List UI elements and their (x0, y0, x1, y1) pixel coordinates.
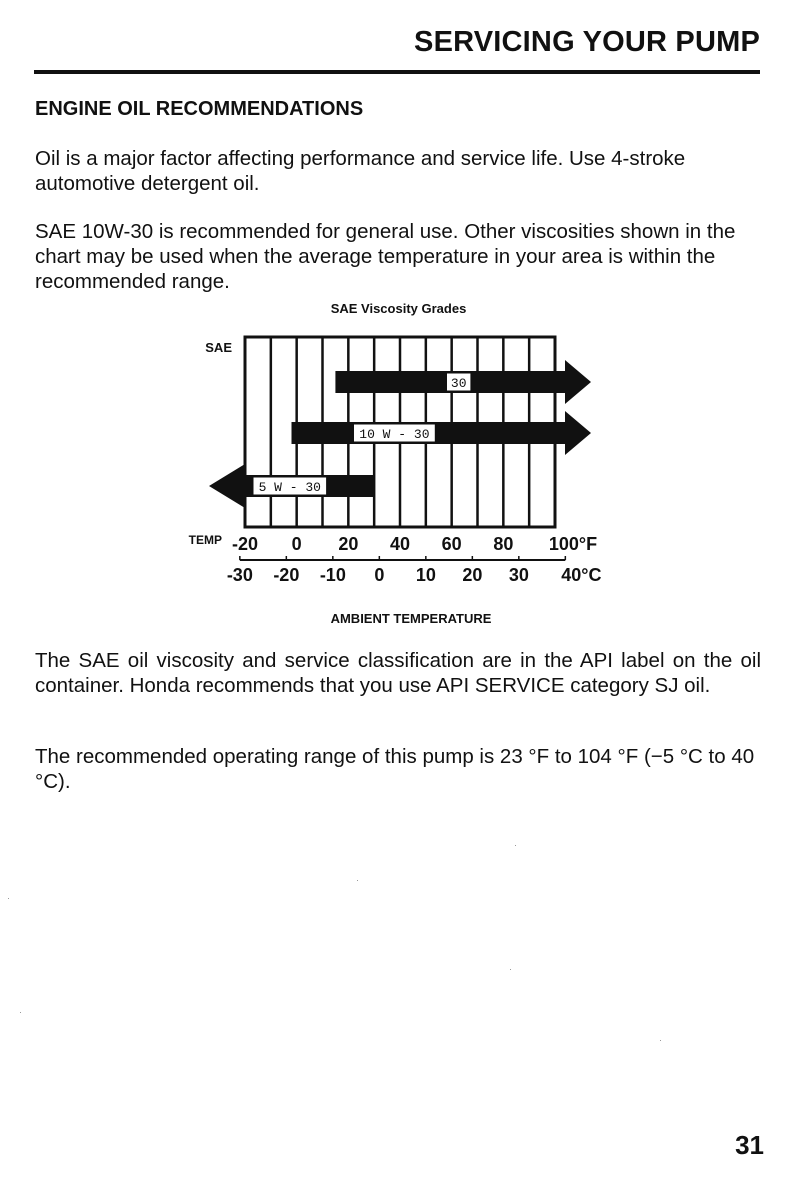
scan-speck (8, 898, 9, 899)
bar-label: 30 (450, 376, 467, 391)
fahrenheit-tick-label: 20 (338, 534, 359, 554)
paragraph-sae-recommendation: SAE 10W-30 is recommended for general use. Other viscosities shown in the chart may be used when the average temperature in your area is within the recommended range. (35, 220, 736, 293)
celsius-tick-label: -30 (226, 565, 253, 585)
scan-speck (357, 880, 358, 881)
paragraph-api-label: The SAE oil viscosity and service classification are in the API label on the oil container. Honda recommends that you use API SERVICE category SJ oil. (35, 649, 761, 697)
section-heading: ENGINE OIL RECOMMENDATIONS (35, 98, 364, 120)
chart-y-axis-label: SAE (205, 340, 232, 355)
fahrenheit-tick-label: 40 (389, 534, 411, 554)
celsius-tick-label: 0 (374, 565, 385, 585)
celsius-tick-label: 40°C (561, 565, 602, 585)
paragraph-operating-range: The recommended operating range of this pump is 23 °F to 104 °F (−5 °C to 40 °C). (35, 745, 755, 793)
celsius-tick-label: 20 (462, 565, 483, 585)
page-number: 31 (735, 1130, 764, 1160)
paragraph-oil-factor: Oil is a major factor affecting performance and service life. Use 4-stroke automotive detergent oil. (35, 147, 686, 195)
celsius-tick-label: 30 (508, 565, 529, 585)
bar-label: 5 W - 30 (258, 480, 322, 495)
section-title: SERVICING YOUR PUMP (414, 26, 760, 58)
celsius-tick-label: 10 (415, 565, 436, 585)
scan-speck (515, 845, 516, 846)
chart-temp-label: TEMP (188, 533, 222, 547)
fahrenheit-tick-label: 0 (291, 534, 302, 554)
celsius-tick-label: -20 (273, 565, 300, 585)
fahrenheit-tick-label: 80 (493, 534, 514, 554)
chart-x-axis-label: AMBIENT TEMPERATURE (330, 611, 492, 626)
viscosity-bar (292, 411, 592, 455)
scan-speck (510, 969, 511, 970)
fahrenheit-tick-label: 60 (441, 534, 462, 554)
scan-speck (660, 1040, 661, 1041)
chart-title: SAE Viscosity Grades (330, 301, 467, 316)
celsius-tick-label: -10 (319, 565, 346, 585)
fahrenheit-tick-label: -20 (231, 534, 259, 554)
scan-speck (20, 1012, 21, 1013)
fahrenheit-tick-label: 100°F (548, 534, 598, 554)
bar-label: 10 W - 30 (359, 427, 430, 442)
